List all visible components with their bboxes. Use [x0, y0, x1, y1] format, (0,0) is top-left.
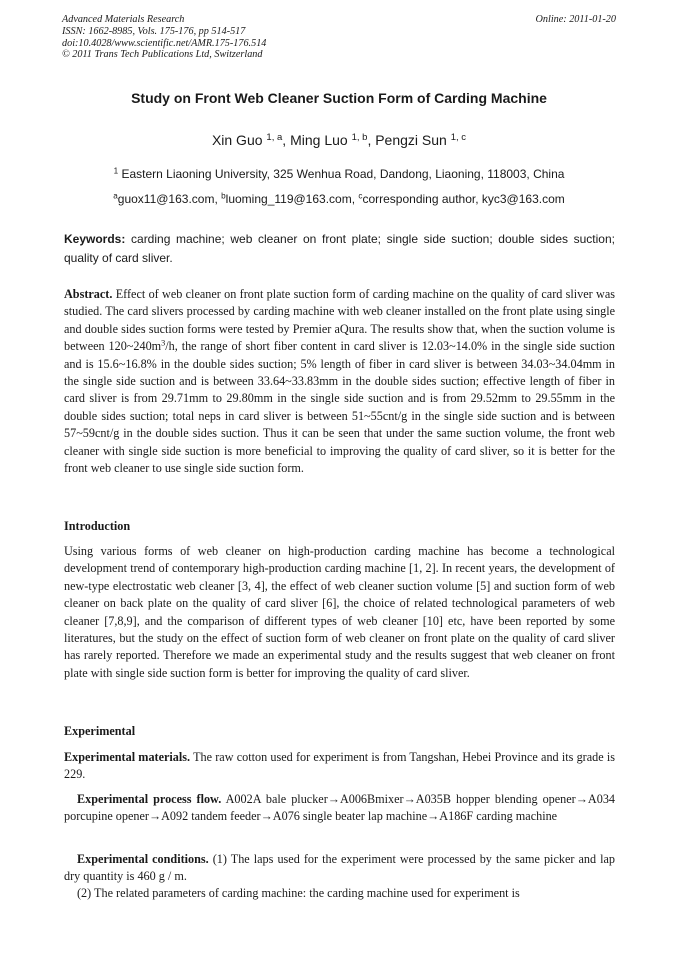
author-affiliation-mark: 1, b	[351, 131, 368, 143]
materials-paragraph	[64, 749, 615, 784]
conditions-paragraph	[64, 851, 615, 886]
online-date: Online: 2011-01-20	[535, 14, 616, 25]
process-flow-text: A002A bale plucker→A006Bmixer→A035B hopper blending opener→A034 porcupine opener→A092 tandem feeder→A076 single beater lap machine→A186F carding machine	[64, 792, 616, 824]
keywords-text: carding machine; web cleaner on front plate; single side suction; double sides suction; quality of card sliver.	[64, 232, 615, 265]
author-name: Xin Guo	[211, 132, 263, 148]
abstract-text: Effect of web cleaner on front plate suction form of carding machine on the quality of card sliver was studied. The card slivers processed by carding machine with web cleaner installed on the front plate using single and double sides suction forms were tested by Premier aQura. The results show that, when the suction volume is between 120~240m	[64, 287, 615, 354]
paper-title: Study on Front Web Cleaner Suction Form of Carding Machine	[131, 90, 547, 106]
experimental-heading: Experimental	[64, 724, 136, 738]
author-name: Pengzi Sun	[375, 132, 447, 148]
email-list: $^a$guox11@163.com, $^b$luoming_119@163.com, $^c$corresponding author, kyc3@163.com	[113, 191, 565, 206]
abstract-label: Abstract.	[64, 287, 113, 301]
process-flow-paragraph	[64, 791, 615, 826]
copyright-line: © 2011 Trans Tech Publications Ltd, Switzerland	[62, 49, 263, 61]
keywords	[64, 230, 615, 268]
affiliation-mark: 1	[113, 166, 119, 176]
affiliation	[0, 167, 678, 181]
conditions-text: (1) The laps used for the experiment were processed by the same picker and lap dry quantity is 460 g / m.	[64, 852, 615, 884]
journal-name: Advanced Materials Research	[62, 14, 185, 25]
materials-text: The raw cotton used for experiment is from Tangshan, Hebei Province and its grade is 229.	[64, 750, 615, 782]
abstract-superscript: 3	[161, 338, 166, 348]
author-name: Ming Luo	[290, 132, 348, 148]
conditions-label: Experimental conditions.	[77, 852, 209, 866]
author-affiliation-mark: 1, c	[450, 131, 467, 143]
email-mark: c	[358, 191, 363, 201]
introduction-text: Using various forms of web cleaner on high-production carding machine has become a technological development trend of contemporary high-production carding machine [1, 2]. In recent years, the development of new-type electrostatic web cleaner [3, 4], the effect of web cleaner suction volume [5] and suction form of web cleaner on back plate on the quality of card sliver [6], the choice of related technological parameters of web cleaner [7,8,9], and the comparison of different types of web cleaner [10] etc, have been reported by some literatures, but the study on the effect of suction form of web cleaner on front plate on the quality of card sliver has rarely reported. Therefore we made an experimental study and the results suggest that web cleaner on front plate with single side suction form is better for improving the quality of card sliver.	[64, 544, 615, 680]
issn-line: ISSN: 1662-8985, Vols. 175-176, pp 514-517	[62, 25, 246, 37]
email-address: guox11@163.com	[117, 192, 215, 206]
process-flow-label: Experimental process flow.	[77, 792, 222, 806]
email-mark: a	[113, 191, 118, 201]
journal-header	[62, 14, 266, 61]
email-address: luoming_119@163.com	[225, 192, 352, 206]
email-address: corresponding author, kyc3@163.com	[362, 192, 565, 206]
abstract	[64, 286, 615, 477]
author-list: Xin Guo $^{1, a}$, Ming Luo $^{1, b}$, Pengzi Sun $^{1, c}$	[211, 131, 467, 148]
introduction-heading: Introduction	[64, 519, 131, 533]
doi-line: doi:10.4028/www.scientific.net/AMR.175-176.514	[62, 37, 267, 49]
materials-label: Experimental materials.	[64, 750, 191, 764]
author-affiliation-mark: 1, a	[266, 131, 283, 143]
keywords-label: Keywords:	[64, 232, 126, 246]
parameters-paragraph: (2) The related parameters of carding machine: the carding machine used for experiment is	[77, 886, 520, 900]
affiliation-text: Eastern Liaoning University, 325 Wenhua Road, Dandong, Liaoning, 118003, China	[121, 167, 565, 181]
email-mark: b	[221, 191, 226, 201]
abstract-text-continued: /h, the range of short fiber content in card sliver is 12.03~14.0% in the single side suction and is 15.6~16.8% in the double sides suction; 5% length of fiber in card sliver is between 34.03~34.04mm in the single side suction and is between 33.64~33.83mm in the double sides suction; effective length of fiber in card sliver is from 29.71mm to 29.80mm in the single side suction and is from 29.52mm to 29.55mm in the double sides suction; total neps in card sliver is between 51~55cnt/g in the single side suction and is between 57~59cnt/g in the double sides suction. Thus it can be seen that under the same suction volume, the front web cleaner with single side suction is more beneficial to improving the quality of card sliver, so it is better for the front web cleaner to use single side suction form.	[64, 339, 615, 476]
